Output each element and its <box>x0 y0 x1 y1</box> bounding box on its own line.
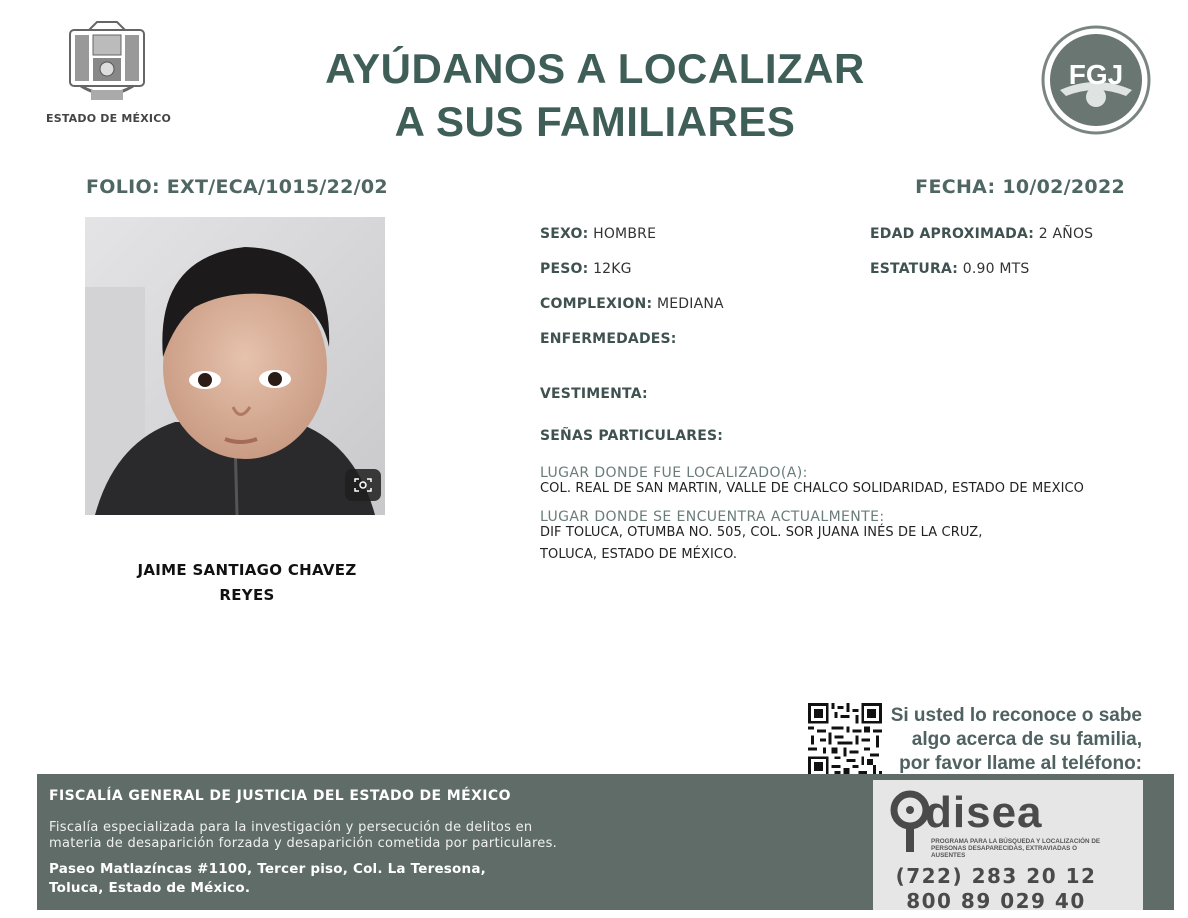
field-complexion <box>540 296 724 312</box>
qr-code[interactable] <box>808 703 882 777</box>
field-estatura-label: ESTATURA: <box>870 261 959 277</box>
field-sexo-label: SEXO: <box>540 226 589 242</box>
field-vestimenta <box>540 386 648 402</box>
estado-de-mexico-logo <box>46 20 172 125</box>
field-enfermedades <box>540 331 677 347</box>
person-photo-illustration <box>85 217 385 515</box>
field-edad-value: 2 AÑOS <box>1038 226 1094 242</box>
odisea-tagline: PROGRAMA PARA LA BÚSQUEDA Y LOCALIZACIÓN DE PERSONAS DESAPARECIDAS, EXTRAVIADAS O AUSENTES <box>931 838 1101 859</box>
field-peso <box>540 261 632 277</box>
place-actual-value-line-1: DIF TOLUCA, OTUMBA NO. 505, COL. SOR JUANA INÉS DE LA CRUZ, <box>540 525 983 540</box>
camera-scan-icon <box>354 477 372 493</box>
footer-title: FISCALÍA GENERAL DE JUSTICIA DEL ESTADO DE MÉXICO <box>49 788 511 804</box>
field-vestimenta-label: VESTIMENTA: <box>540 386 648 402</box>
call-to-action-line-2: algo acerca de su familia, <box>911 729 1142 750</box>
footer-description-line-1: Fiscalía especializada para la investigación y persecución de delitos en <box>49 820 533 835</box>
call-to-action-line-1: Si usted lo reconoce o sabe <box>890 705 1142 726</box>
field-complexion-label: COMPLEXION: <box>540 296 653 312</box>
call-to-action-line-3: por favor llame al teléfono: <box>899 753 1142 774</box>
odisea-panel <box>873 780 1143 913</box>
person-name-line-1: JAIME SANTIAGO CHAVEZ <box>137 561 357 579</box>
qr-code-icon <box>808 703 882 777</box>
odisea-wordmark: disea <box>925 788 1043 837</box>
folio: FOLIO: EXT/ECA/1015/22/02 <box>86 176 388 198</box>
place-actual-label: LUGAR DONDE SE ENCUENTRA ACTUALMENTE: <box>540 509 885 525</box>
footer-address-line-1: Paseo Matlazíncas #1100, Tercer piso, Col. La Teresona, <box>49 861 486 877</box>
field-complexion-value: MEDIANA <box>656 296 724 312</box>
footer-description <box>49 820 649 852</box>
page-title <box>250 42 940 148</box>
place-localizado-value: COL. REAL DE SAN MARTIN, VALLE DE CHALCO SOLIDARIDAD, ESTADO DE MEXICO <box>540 481 1085 496</box>
person-name-line-2: REYES <box>219 586 275 604</box>
fecha: FECHA: 10/02/2022 <box>915 176 1125 198</box>
place-actual-value-line-2: TOLUCA, ESTADO DE MÉXICO. <box>540 547 738 562</box>
footer <box>37 774 1174 913</box>
phone-number-2[interactable]: 800 89 029 40 <box>906 889 1086 913</box>
person-name <box>112 558 382 608</box>
footer-address <box>49 860 649 898</box>
footer-description-line-2: materia de desaparición forzada y desaparición cometida por particulares. <box>49 836 558 851</box>
field-senas-label: SEÑAS PARTICULARES: <box>540 428 724 444</box>
field-enfermedades-label: ENFERMEDADES: <box>540 331 677 347</box>
call-to-action <box>876 704 1142 776</box>
place-localizado-label: LUGAR DONDE FUE LOCALIZADO(A): <box>540 465 808 481</box>
field-peso-label: PESO: <box>540 261 589 277</box>
state-label: ESTADO DE MÉXICO <box>46 112 172 125</box>
phone-number-1[interactable]: (722) 283 20 12 <box>895 864 1097 888</box>
state-seal-icon <box>67 20 147 106</box>
field-edad-label: EDAD APROXIMADA: <box>870 226 1035 242</box>
fgj-logo-text: FGJ <box>1068 59 1124 90</box>
field-sexo-value: HOMBRE <box>593 226 657 242</box>
title-line-1: AYÚDANOS A LOCALIZAR <box>325 45 865 92</box>
field-estatura-value: 0.90 MTS <box>962 261 1030 277</box>
fgj-seal-icon <box>1040 24 1152 136</box>
person-photo <box>85 217 385 515</box>
field-edad <box>870 226 1093 242</box>
field-estatura <box>870 261 1029 277</box>
image-scan-button[interactable] <box>345 469 381 501</box>
field-peso-value: 12KG <box>593 261 632 277</box>
field-sexo <box>540 226 656 242</box>
title-line-2: A SUS FAMILIARES <box>394 98 796 145</box>
footer-address-line-2: Toluca, Estado de México. <box>49 880 251 896</box>
fgj-logo <box>1040 24 1152 136</box>
field-senas <box>540 428 723 444</box>
